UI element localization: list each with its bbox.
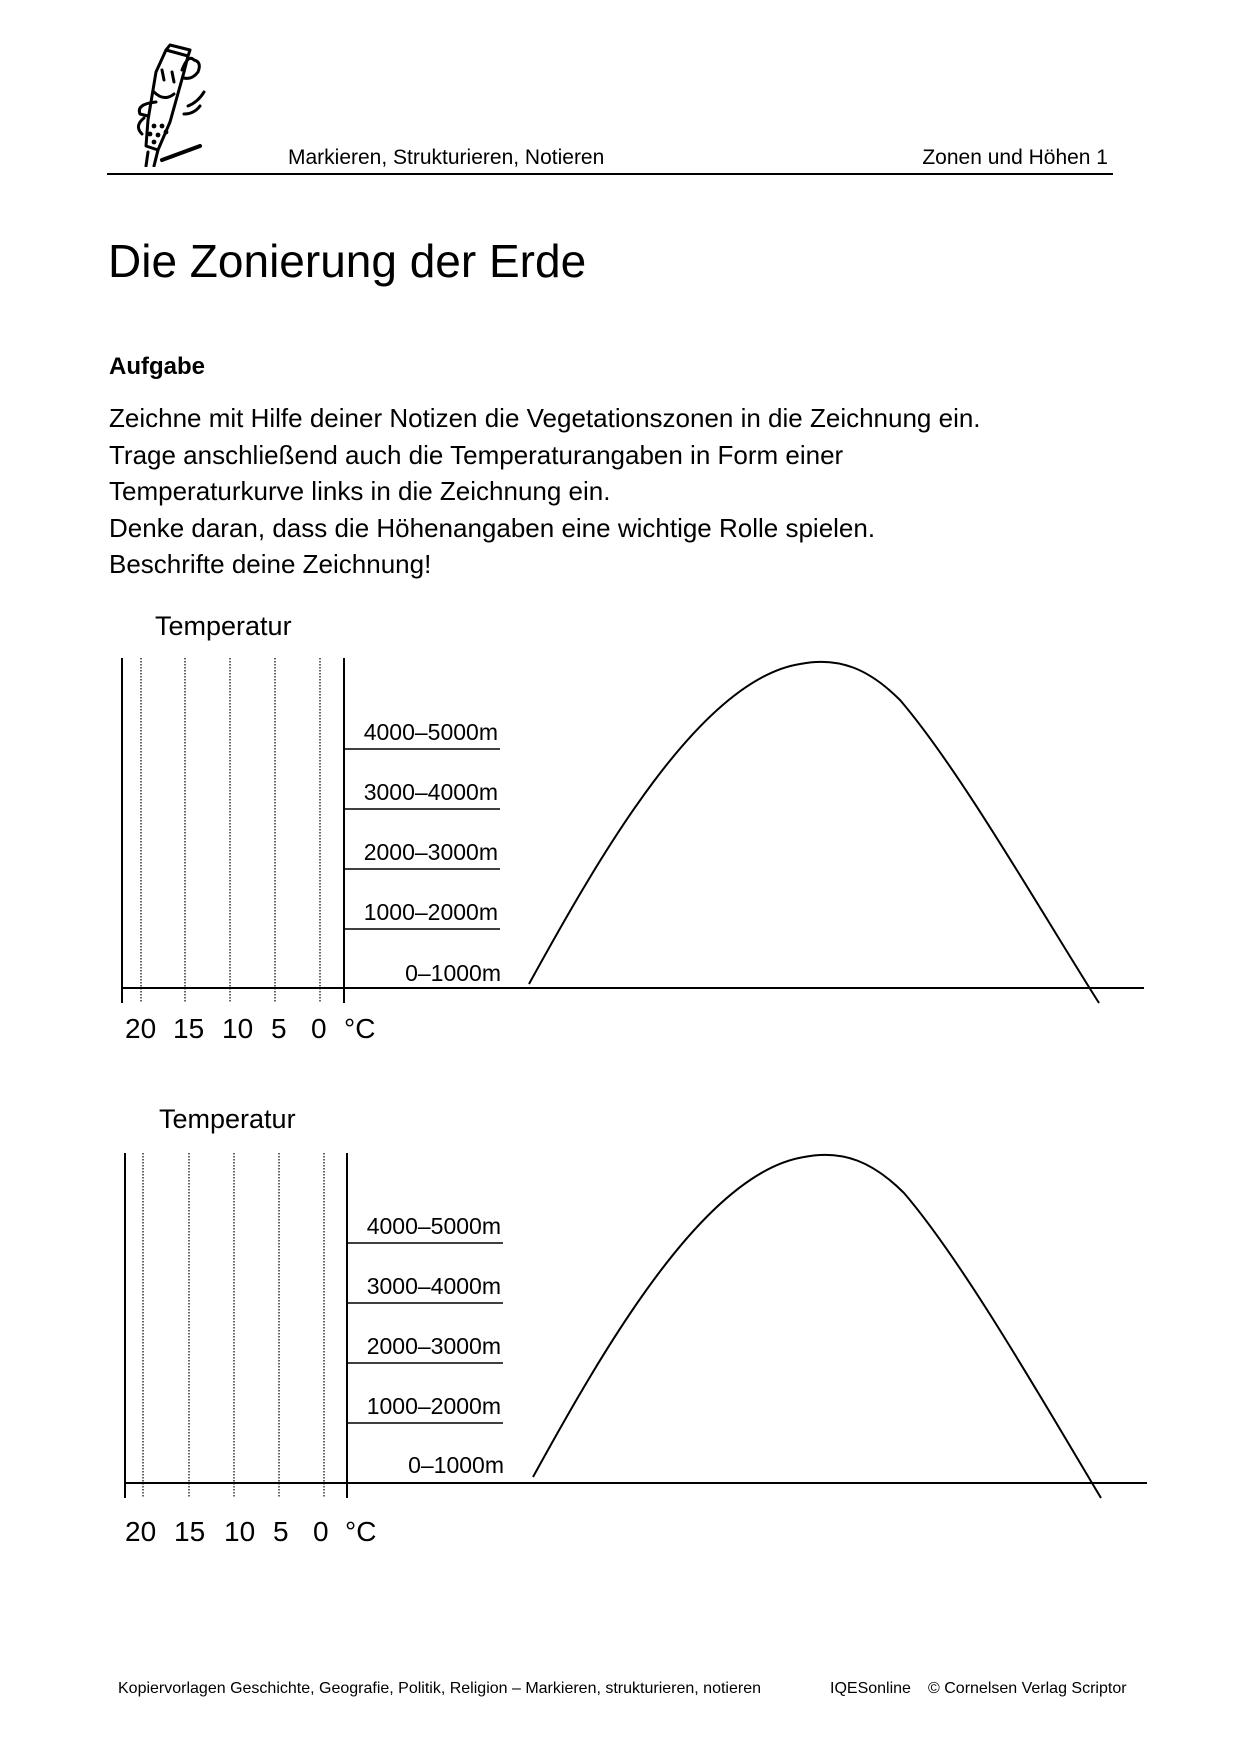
height-label-1000-2000: 1000–2000m — [366, 1393, 501, 1419]
height-label-2000-3000: 2000–3000m — [363, 839, 498, 865]
temp-tick-20: 20 — [125, 1516, 157, 1547]
temp-unit-label: °C — [345, 1516, 377, 1547]
temp-tick-15: 15 — [173, 1013, 205, 1044]
footer-series: Kopiervorlagen Geschichte, Geografie, Politik, Religion – Markieren, strukturieren, notieren — [118, 1680, 761, 1697]
height-label-4000-5000: 4000–5000m — [366, 1213, 501, 1239]
mountain-profile — [529, 662, 1099, 1003]
temp-tick-20: 20 — [125, 1013, 157, 1044]
temp-tick-10: 10 — [222, 1013, 254, 1044]
task-line: Zeichne mit Hilfe deiner Notizen die Vegetationszonen in die Zeichnung ein. — [109, 403, 981, 433]
task-heading: Aufgabe — [109, 353, 205, 380]
height-label-4000-5000: 4000–5000m — [363, 719, 498, 745]
page-title: Die Zonierung der Erde — [108, 235, 587, 287]
temp-tick-0: 0 — [311, 1013, 327, 1044]
zonation-diagram-2 — [0, 1095, 1240, 1550]
temp-tick-10: 10 — [224, 1516, 256, 1547]
height-label-0-1000: 0–1000m — [408, 1452, 504, 1478]
task-line: Temperaturkurve links in die Zeichnung ein. — [109, 476, 611, 506]
header-section-title: Markieren, Strukturieren, Notieren — [288, 146, 605, 169]
header-unit-title: Zonen und Höhen 1 — [922, 146, 1108, 169]
task-line: Denke daran, dass die Höhenangaben eine wichtige Rolle spielen. — [109, 512, 876, 543]
footer-copyright: © Cornelsen Verlag Scriptor — [928, 1680, 1127, 1697]
height-label-1000-2000: 1000–2000m — [363, 899, 498, 925]
footer-platform: IQESonline — [830, 1680, 911, 1697]
highlighter-mascot-icon — [118, 42, 218, 167]
temp-tick-5: 5 — [273, 1516, 289, 1547]
temp-tick-15: 15 — [174, 1516, 206, 1547]
mountain-profile — [533, 1155, 1101, 1498]
temp-tick-5: 5 — [271, 1013, 287, 1044]
height-label-3000-4000: 3000–4000m — [363, 779, 498, 805]
zonation-diagram-1 — [0, 600, 1240, 1050]
temperature-axis-label: Temperatur — [159, 1104, 296, 1134]
height-label-3000-4000: 3000–4000m — [366, 1273, 501, 1299]
height-label-2000-3000: 2000–3000m — [366, 1333, 501, 1359]
temperature-axis-label: Temperatur — [155, 611, 292, 641]
task-line: Beschrifte deine Zeichnung! — [109, 549, 432, 579]
temp-tick-0: 0 — [313, 1516, 329, 1547]
height-label-0-1000: 0–1000m — [405, 960, 501, 986]
temp-unit-label: °C — [344, 1013, 376, 1044]
task-line: Trage anschließend auch die Temperaturangaben in Form einer — [109, 439, 844, 470]
header-divider — [107, 173, 1113, 175]
task-instructions — [109, 400, 981, 583]
